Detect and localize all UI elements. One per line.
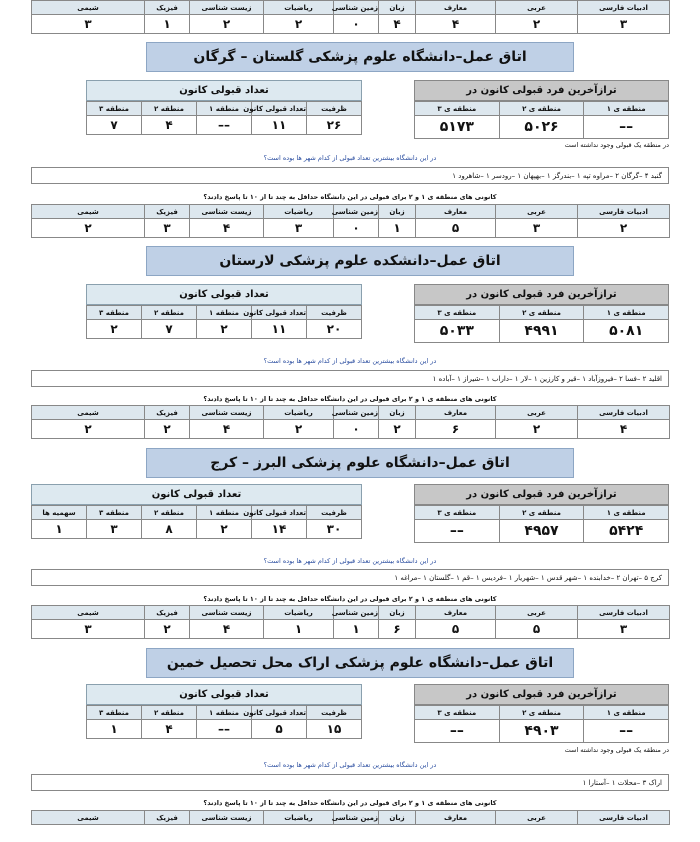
table-cell: ۲: [264, 420, 334, 439]
table-cell: منطقه ۱: [197, 306, 252, 320]
table-cell: ۰: [334, 420, 379, 439]
table-cell: ۳: [264, 219, 334, 238]
question-cities: در این دانشگاه بیشترین تعداد قبولی از کدام شهر ها بوده است؟: [263, 357, 437, 365]
table-cell: ۰: [334, 219, 379, 238]
table-cell: ادبیات فارسی: [578, 406, 670, 420]
acceptance-box-title: تعداد قبولی کانون: [86, 284, 362, 305]
table-cell: ۲: [32, 420, 145, 439]
question-cities: در این دانشگاه بیشترین تعداد قبولی از کدام شهر ها بوده است؟: [263, 557, 437, 565]
table-cell: ظرفیت: [307, 506, 362, 520]
table-cell: ۲: [496, 420, 578, 439]
table-cell: منطقه ۱: [197, 506, 252, 520]
table-cell: زمین شناسی: [334, 1, 379, 15]
table-cell: منطقه ۱: [197, 102, 252, 116]
question-cities: در این دانشگاه بیشترین تعداد قبولی از کدام شهر ها بوده است؟: [263, 154, 437, 162]
table-cell: ادبیات فارسی: [578, 811, 670, 825]
table-cell: منطقه ۲: [142, 506, 197, 520]
question-subjects: کانونی های منطقه ی ۱ و ۲ برای قبولی در این دانشگاه حداقل به چند تا از ۱۰ تا پاسخ دادند؟: [203, 395, 497, 403]
table-cell: منطقه ی ۳: [415, 306, 500, 320]
table-cell: ظرفیت: [307, 706, 362, 720]
table-cell: شیمی: [32, 606, 145, 620]
rank-header-row: [415, 102, 669, 116]
table-cell: ––: [415, 720, 500, 743]
table-cell: ۳: [32, 620, 145, 639]
rank-box: [414, 684, 669, 743]
acceptance-header-row: [32, 506, 362, 520]
table-cell: منطقه ی ۱: [584, 306, 669, 320]
table-cell: ۱۵: [307, 720, 362, 739]
table-cell: ۲۰: [307, 320, 362, 339]
table-cell: معارف: [416, 406, 496, 420]
table-cell: ۳: [496, 219, 578, 238]
no-region1-note: در منطقه یک قبولی وجود نداشته است: [564, 746, 669, 754]
table-cell: ادبیات فارسی: [578, 205, 670, 219]
acceptance-box-title: تعداد قبولی کانون: [86, 684, 362, 705]
subject-header-row: [32, 606, 670, 620]
rank-box: [414, 484, 669, 543]
table-cell: ۲: [87, 320, 142, 339]
table-cell: ۲: [496, 15, 578, 34]
table-cell: عربی: [496, 606, 578, 620]
table-cell: ۲: [197, 520, 252, 539]
acceptance-box-title: تعداد قبولی کانون: [31, 484, 362, 505]
table-cell: ۵۰۳۳: [415, 320, 500, 343]
rank-value-row: [415, 320, 669, 343]
question-cities: در این دانشگاه بیشترین تعداد قبولی از کدام شهر ها بوده است؟: [263, 761, 437, 769]
cities-list: اقلید ۲ –فسا ۲ –فیروزآباد ۱ –قیر و کارزین ۱ –لار ۱ –داراب ۱ –شیراز ۱ –آباده ۱: [31, 370, 669, 387]
table-cell: ۳: [578, 15, 670, 34]
question-subjects: کانونی های منطقه ی ۱ و ۲ برای قبولی در این دانشگاه حداقل به چند تا از ۱۰ تا پاسخ دادند؟: [203, 799, 497, 807]
acceptance-header-row: [87, 102, 362, 116]
table-cell: ۲: [145, 420, 190, 439]
acceptance-value-row: [32, 520, 362, 539]
rank-box-title: ترازآخرین فرد قبولی کانون در: [414, 684, 669, 705]
acceptance-value-row: [87, 720, 362, 739]
table-cell: منطقه ۲: [142, 102, 197, 116]
table-cell: ۵: [416, 219, 496, 238]
rank-value-row: [415, 116, 669, 139]
table-cell: ۲: [190, 15, 264, 34]
table-cell: منطقه ۱: [197, 706, 252, 720]
table-cell: ۳: [145, 219, 190, 238]
table-cell: منطقه ی ۲: [499, 706, 584, 720]
table-cell: ادبیات فارسی: [578, 1, 670, 15]
table-cell: منطقه ی ۲: [499, 306, 584, 320]
table-cell: معارف: [416, 811, 496, 825]
table-cell: ۶: [379, 620, 416, 639]
no-region1-note: در منطقه یک قبولی وجود نداشته است: [564, 141, 669, 149]
section-title: اتاق عمل–دانشگاه علوم پزشکی اراک محل تحصیل خمین: [146, 648, 574, 678]
section-title: اتاق عمل–دانشگاه علوم پزشکی گلستان – گرگان: [146, 42, 574, 72]
table-cell: فیزیک: [145, 606, 190, 620]
subject-value-row: [32, 219, 670, 238]
top-subject-table: [31, 0, 670, 34]
table-cell: ۳: [578, 620, 670, 639]
table-cell: ۲: [145, 620, 190, 639]
table-cell: ۱۴: [252, 520, 307, 539]
subject-value-row: [32, 620, 670, 639]
table-cell: ۸: [142, 520, 197, 539]
subject-table: [31, 204, 670, 238]
table-cell: عربی: [496, 205, 578, 219]
table-cell: زبان: [379, 606, 416, 620]
table-cell: ظرفیت: [307, 306, 362, 320]
table-cell: منطقه ی ۳: [415, 706, 500, 720]
table-cell: تعداد قبولی کانون: [252, 102, 307, 116]
table-cell: ۲: [578, 219, 670, 238]
table-cell: ۴: [190, 420, 264, 439]
acceptance-header-row: [87, 706, 362, 720]
table-cell: ۷: [142, 320, 197, 339]
acceptance-value-row: [87, 116, 362, 135]
table-cell: فیزیک: [145, 1, 190, 15]
table-cell: شیمی: [32, 205, 145, 219]
table-cell: شیمی: [32, 406, 145, 420]
acceptance-box: [86, 684, 362, 739]
table-cell: ۵۴۲۴: [584, 520, 669, 543]
rank-box-title: ترازآخرین فرد قبولی کانون در: [414, 284, 669, 305]
table-cell: عربی: [496, 811, 578, 825]
subject-header-row: [32, 811, 670, 825]
table-cell: عربی: [496, 1, 578, 15]
table-cell: ۰: [334, 15, 379, 34]
table-cell: ۵: [252, 720, 307, 739]
table-cell: ریاضیات: [264, 811, 334, 825]
table-cell: زمین شناسی: [334, 406, 379, 420]
table-cell: شیمی: [32, 1, 145, 15]
rank-box-title: ترازآخرین فرد قبولی کانون در: [414, 80, 669, 101]
rank-value-row: [415, 520, 669, 543]
table-cell: معارف: [416, 1, 496, 15]
table-cell: زیست شناسی: [190, 406, 264, 420]
table-cell: ۴: [190, 620, 264, 639]
rank-box: [414, 284, 669, 343]
table-cell: زمین شناسی: [334, 811, 379, 825]
table-cell: ۴: [578, 420, 670, 439]
table-cell: ریاضیات: [264, 406, 334, 420]
table-cell: ۲: [379, 420, 416, 439]
table-cell: ۳: [32, 15, 145, 34]
subject-header-row: [32, 205, 670, 219]
table-cell: ––: [415, 520, 500, 543]
table-cell: زیست شناسی: [190, 606, 264, 620]
table-cell: زبان: [379, 205, 416, 219]
table-cell: ظرفیت: [307, 102, 362, 116]
table-cell: منطقه ۲: [142, 306, 197, 320]
table-cell: ۳۰: [307, 520, 362, 539]
table-cell: ۴: [416, 15, 496, 34]
table-cell: ۱: [87, 720, 142, 739]
rank-value-row: [415, 720, 669, 743]
subject-header-row: [32, 406, 670, 420]
table-cell: زبان: [379, 1, 416, 15]
table-cell: منطقه ۳: [87, 706, 142, 720]
table-cell: ––: [197, 720, 252, 739]
table-cell: ۲: [264, 15, 334, 34]
table-cell: ۴: [142, 720, 197, 739]
table-cell: منطقه ۲: [142, 706, 197, 720]
acceptance-box: [86, 284, 362, 339]
table-cell: ––: [197, 116, 252, 135]
rank-header-row: [415, 706, 669, 720]
question-subjects: کانونی های منطقه ی ۱ و ۲ برای قبولی در این دانشگاه حداقل به چند تا از ۱۰ تا پاسخ دادند؟: [203, 193, 497, 201]
subject-table: [31, 405, 670, 439]
table-cell: فیزیک: [145, 205, 190, 219]
table-cell: ۱: [334, 620, 379, 639]
table-cell: ریاضیات: [264, 606, 334, 620]
table-cell: تعداد قبولی کانون: [252, 306, 307, 320]
table-cell: تعداد قبولی کانون: [252, 506, 307, 520]
table-cell: ۱: [145, 15, 190, 34]
table-cell: ۴۹۰۳: [499, 720, 584, 743]
table-cell: ۲: [197, 320, 252, 339]
table-cell: ریاضیات: [264, 205, 334, 219]
table-cell: ۵: [496, 620, 578, 639]
table-cell: زمین شناسی: [334, 606, 379, 620]
table-cell: ۶: [416, 420, 496, 439]
table-cell: ۱: [264, 620, 334, 639]
question-subjects: کانونی های منطقه ی ۱ و ۲ برای قبولی در این دانشگاه حداقل به چند تا از ۱۰ تا پاسخ دادند؟: [203, 595, 497, 603]
table-cell: منطقه ۳: [87, 506, 142, 520]
table-cell: زمین شناسی: [334, 205, 379, 219]
table-cell: ۲: [32, 219, 145, 238]
section-title: اتاق عمل–دانشگاه علوم پزشکی البرز – کرج: [146, 448, 574, 478]
table-cell: ۵۱۷۳: [415, 116, 500, 139]
cities-list: اراک ۳ –محلات ۱ –آستارا ۱: [31, 774, 669, 791]
table-cell: ۳: [87, 520, 142, 539]
table-cell: ۴۹۵۷: [499, 520, 584, 543]
section-title: اتاق عمل–دانشکده علوم پزشکی لارستان: [146, 246, 574, 276]
table-cell: ۴۹۹۱: [499, 320, 584, 343]
acceptance-value-row: [87, 320, 362, 339]
table-cell: ۴: [379, 15, 416, 34]
table-cell: منطقه ۳: [87, 306, 142, 320]
cities-list: کرج ۵ –تهران ۲ –خدابنده ۱ –شهر قدس ۱ –شهریار ۱ –فردیس ۱ –قم ۱ –گلستان ۱ –مراغه ۱: [31, 569, 669, 586]
acceptance-box-title: تعداد قبولی کانون: [86, 80, 362, 101]
rank-header-row: [415, 306, 669, 320]
table-cell: ۱: [379, 219, 416, 238]
rank-box-title: ترازآخرین فرد قبولی کانون در: [414, 484, 669, 505]
subject-table: [31, 605, 670, 639]
table-cell: زیست شناسی: [190, 811, 264, 825]
table-cell: زبان: [379, 406, 416, 420]
table-cell: ––: [584, 720, 669, 743]
subject-table: [31, 810, 670, 825]
rank-box: [414, 80, 669, 139]
table-cell: ۵۰۸۱: [584, 320, 669, 343]
table-cell: ۵: [416, 620, 496, 639]
cities-list: گنبد ۴ –گرگان ۲ –مراوه تپه ۱ –بندرگز ۱ –بهپهان ۱ –رودسر ۱ –شاهرود ۱: [31, 167, 669, 184]
table-cell: ۵۰۲۶: [499, 116, 584, 139]
table-cell: سهمیه ها: [32, 506, 87, 520]
table-cell: فیزیک: [145, 406, 190, 420]
acceptance-box: [86, 80, 362, 135]
table-cell: ۱۱: [252, 320, 307, 339]
table-cell: زیست شناسی: [190, 1, 264, 15]
table-cell: منطقه ی ۳: [415, 506, 500, 520]
table-cell: زیست شناسی: [190, 205, 264, 219]
table-cell: ادبیات فارسی: [578, 606, 670, 620]
table-cell: منطقه ی ۳: [415, 102, 500, 116]
table-cell: ––: [584, 116, 669, 139]
table-cell: منطقه ی ۱: [584, 102, 669, 116]
table-cell: فیزیک: [145, 811, 190, 825]
rank-header-row: [415, 506, 669, 520]
acceptance-header-row: [87, 306, 362, 320]
table-cell: منطقه ی ۱: [584, 706, 669, 720]
acceptance-box: [31, 484, 362, 539]
table-cell: منطقه ی ۲: [499, 102, 584, 116]
table-cell: تعداد قبولی کانون: [252, 706, 307, 720]
table-cell: ۴: [190, 219, 264, 238]
table-cell: زبان: [379, 811, 416, 825]
table-cell: معارف: [416, 205, 496, 219]
subject-value-row: [32, 420, 670, 439]
table-cell: ۲۶: [307, 116, 362, 135]
table-cell: ریاضیات: [264, 1, 334, 15]
table-cell: عربی: [496, 406, 578, 420]
table-cell: منطقه ی ۲: [499, 506, 584, 520]
table-cell: ۱: [32, 520, 87, 539]
table-cell: منطقه ۳: [87, 102, 142, 116]
table-cell: ۴: [142, 116, 197, 135]
table-cell: منطقه ی ۱: [584, 506, 669, 520]
table-cell: ۷: [87, 116, 142, 135]
table-cell: معارف: [416, 606, 496, 620]
table-cell: ۱۱: [252, 116, 307, 135]
table-cell: شیمی: [32, 811, 145, 825]
